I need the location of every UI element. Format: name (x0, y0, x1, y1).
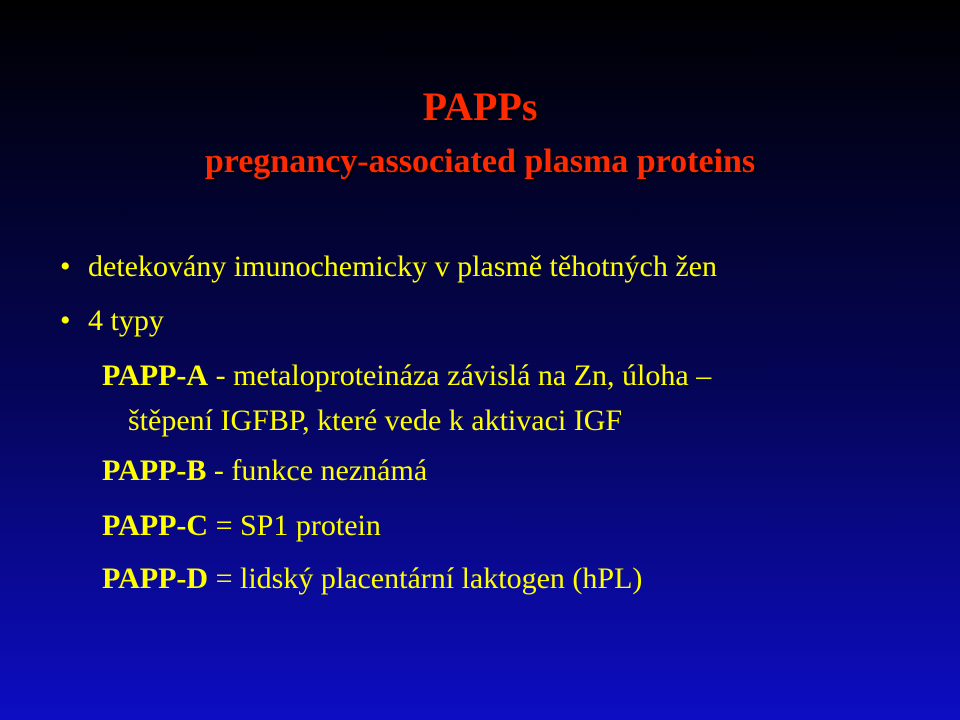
bullet-icon: • (60, 304, 71, 337)
bullet-icon: • (60, 250, 71, 283)
title-main: PAPPs (422, 84, 538, 129)
type-name: PAPP-D (102, 562, 209, 595)
type-item-papp-b (102, 454, 427, 488)
type-name: PAPP-B (102, 454, 207, 487)
slide-title (0, 82, 960, 184)
type-desc: - funkce neznámá (206, 454, 428, 487)
bullet-text: 4 typy (88, 304, 164, 337)
type-name: PAPP-C (102, 509, 209, 542)
type-item-papp-a-continued (128, 404, 622, 438)
type-item-papp-d (102, 562, 642, 596)
type-desc-continued: štěpení IGFBP, které vede k aktivaci IGF (128, 404, 623, 437)
type-name: PAPP-A (102, 359, 209, 392)
type-desc: = SP1 protein (208, 509, 381, 542)
type-desc: = lidský placentární laktogen (hPL) (208, 562, 643, 595)
bullet-text: detekovány imunochemicky v plasmě těhotných žen (88, 250, 717, 283)
type-item-papp-a (102, 359, 711, 393)
type-item-papp-c (102, 509, 381, 543)
type-desc: - metaloproteináza závislá na Zn, úloha – (208, 359, 712, 392)
title-subtitle: pregnancy-associated plasma proteins (204, 143, 756, 180)
